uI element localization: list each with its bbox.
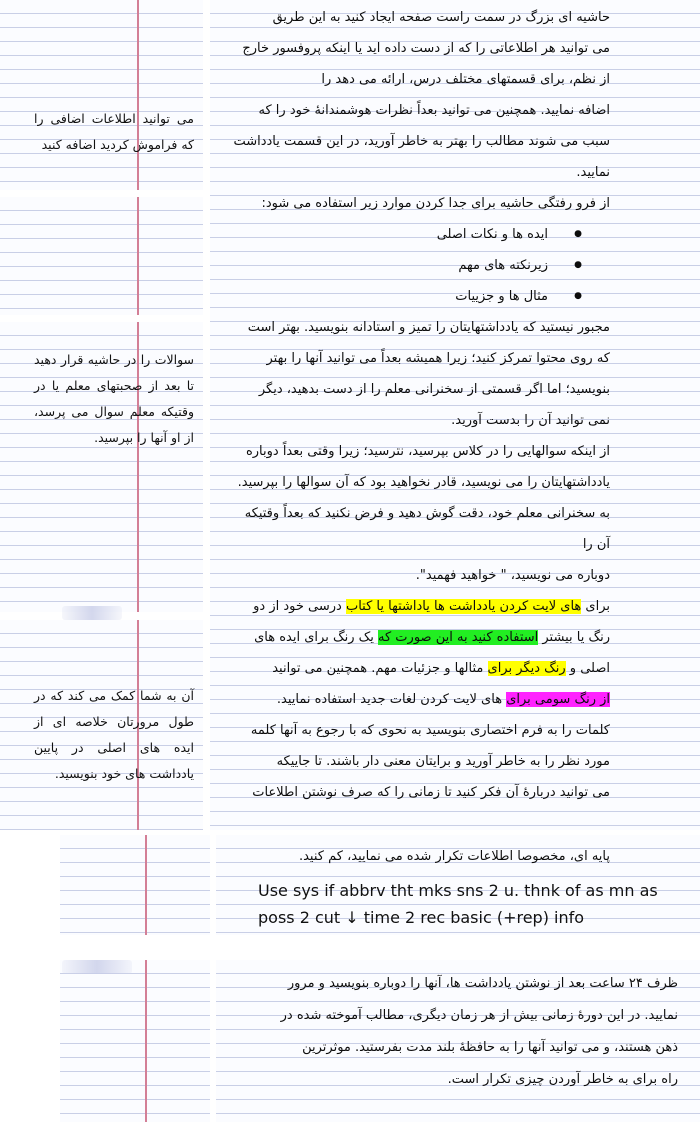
paragraph-abbreviation-end xyxy=(214,841,610,872)
text-span: اصلی و xyxy=(565,661,610,676)
paragraph-review xyxy=(214,968,678,1096)
text-line: مورد نظر را به خاطر آورید و برایتان معنی دار باشند. تا جاییکه xyxy=(276,754,610,769)
text-line: نمایید. xyxy=(576,165,610,180)
paragraph-margin-intro xyxy=(214,2,610,808)
text-line: می توانید هر اطلاعاتی را که از دست داده اید یا اینکه پروفسور خارج xyxy=(242,41,610,56)
text-line: اضافه نمایید. همچنین می توانید بعداً نظرات هوشمندانهٔ خود را که xyxy=(258,103,610,118)
margin-line xyxy=(137,0,139,190)
text-line: آن را xyxy=(582,537,610,552)
english-line: Use sys if abbrv tht mks sns 2 u. thnk of as mn as xyxy=(258,881,658,900)
margin-line xyxy=(137,197,139,315)
text-line: دوباره می نویسید، " خواهید فهمید". xyxy=(415,568,610,583)
highlight-line xyxy=(214,684,610,715)
yellow-highlight: رنگ دیگر برای xyxy=(487,661,566,676)
yellow-highlight: های لایت کردن یادداشت ها یاداشتها یا کتاب xyxy=(345,599,582,614)
ruled-panel-left-5 xyxy=(60,835,210,935)
text-line: کلمات را به فرم اختصاری بنویسید به نحوی که با رجوع به آنها کلمه xyxy=(250,723,610,738)
english-shorthand-example xyxy=(258,877,698,931)
ruled-panel-left-2 xyxy=(0,197,203,315)
list-item: ● مثال ها و جزییات xyxy=(214,281,610,312)
text-line: یادداشتهایتان را می نویسید، قادر نخواهید بود که آن سوالها را بپرسید. xyxy=(237,475,610,490)
text-line: به سخنرانی معلم خود، دقت گوش دهید و فرض نکنید که بعداً وقتیکه xyxy=(244,506,610,521)
text-span: های لایت کردن لغات جدید استفاده نمایید. xyxy=(276,692,507,707)
indent-intro: از فرو رفتگی حاشیه برای جدا کردن موارد زیر استفاده می شود: xyxy=(261,196,610,211)
text-line: حاشیه ای بزرگ در سمت راست صفحه ایجاد کنید به این طریق xyxy=(272,10,610,25)
smudge-mark xyxy=(62,960,132,974)
text-span: یک رنگ برای ایده های xyxy=(254,630,379,645)
side-note-questions: سوالات را در حاشیه قرار دهید تا بعد از صحبتهای معلم یا در وقتیکه معلم سوال می پرسد، از او آنها را بپرسید. xyxy=(34,352,194,445)
english-line: poss 2 cut ↓ time 2 rec basic (+rep) info xyxy=(258,908,585,927)
ruled-panel-left-1 xyxy=(0,0,203,190)
text-line: نمایید. در این دورهٔ زمانی بیش از هر زمان دیگری، مطالب آموخته شده در xyxy=(280,1008,678,1023)
text-line: مجبور نیستید که یادداشتهایتان را تمیز و استادانه بنویسید. بهتر است xyxy=(247,320,610,335)
text-span: درسی خود از دو xyxy=(253,599,346,614)
text-line: که روی محتوا تمرکز کنید؛ زیرا همیشه بعداً می توانید آنها را بهتر xyxy=(266,351,610,366)
list-item: ● زیرنکته های مهم xyxy=(214,250,610,281)
ruled-panel-left-6 xyxy=(60,960,210,1122)
highlight-line xyxy=(214,591,610,622)
text-span: مثالها و جزئیات مهم. همچنین می توانید xyxy=(272,661,488,676)
text-line: نمی توانید آن را بدست آورید. xyxy=(451,413,610,428)
text-line: از نظم، برای قسمتهای مختلف درس، ارائه می دهد را xyxy=(321,72,610,87)
bullet-list xyxy=(214,219,610,312)
smudge-mark xyxy=(62,606,122,620)
text-line: ظرف ۲۴ ساعت بعد از نوشتن یادداشت ها، آنها را دوباره بنویسید و مرور xyxy=(287,976,678,991)
side-note-extra-info: می توانید اطلاعات اضافی را که فراموش کردید اضافه کنید xyxy=(34,111,194,152)
highlight-line xyxy=(214,653,610,684)
text-line: سبب می شوند مطالب را بهتر به خاطر آورید، در این قسمت یادداشت xyxy=(233,134,610,149)
list-item: ● ایده ها و نکات اصلی xyxy=(214,219,610,250)
magenta-highlight: از رنگ سومی برای xyxy=(506,692,610,707)
text-line: از اینکه سوالهایی را در کلاس بپرسید، نترسید؛ زیرا وقتی بعداً دوباره xyxy=(245,444,610,459)
text-span: برای xyxy=(581,599,610,614)
green-highlight: استفاده کنید به این صورت که xyxy=(378,630,539,645)
text-line: پایه ای، مخصوصا اطلاعات تکرار شده می نمایید، کم کنید. xyxy=(298,849,610,864)
text-line: بنویسید؛ اما اگر قسمتی از سخنرانی معلم را از دست بدهید، دیگر xyxy=(258,382,610,397)
text-span: رنگ یا بیشتر xyxy=(538,630,610,645)
highlight-line xyxy=(214,622,610,653)
text-line: می توانید دربارهٔ آن فکر کنید تا زمانی را که صرف نوشتن اطلاعات xyxy=(252,785,610,800)
margin-line xyxy=(145,835,147,935)
margin-line xyxy=(145,960,147,1122)
text-line: ذهن هستند، و می توانید آنها را به حافظهٔ بلند مدت بفرستید. موثرترین xyxy=(302,1040,678,1055)
text-line: راه برای به خاطر آوردن چیزی تکرار است. xyxy=(447,1072,678,1087)
side-note-summary: آن به شما کمک می کند که در طول مرورتان خلاصه ای از ایده های اصلی در پایین یادداشت های خود بنویسید. xyxy=(34,688,194,781)
